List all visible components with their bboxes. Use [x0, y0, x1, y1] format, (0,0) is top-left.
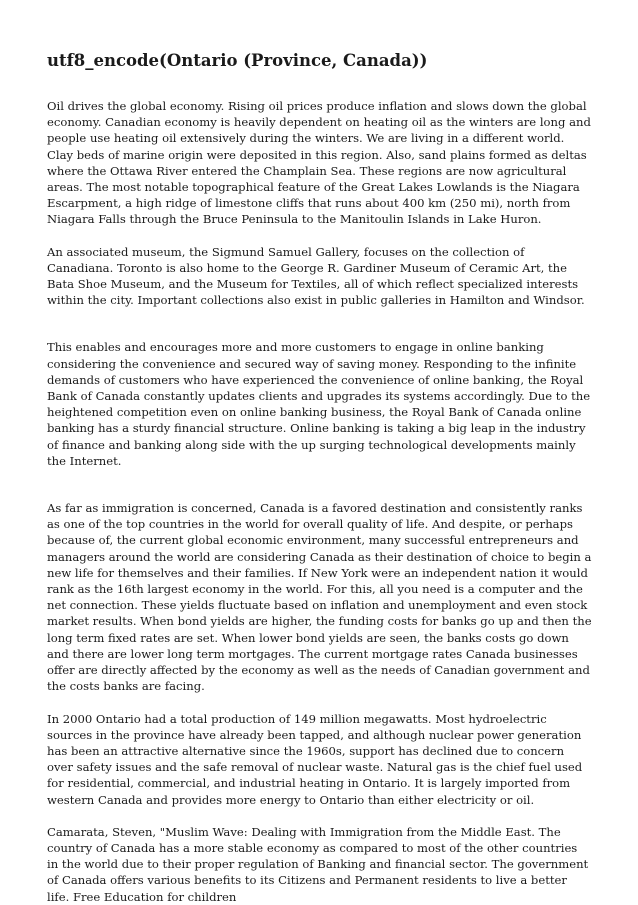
paragraph-online-banking: This enables and encourages more and more customers to engage in online banking considering the convenience and secured way of saving money. Responding to the infinite demands of customers who have experienced the convenience of online banking, the Royal Bank of Canada constantly updates clients and upgrades its systems accordingly. Due to the heightened competition even on online banking business, the Royal Bank of Canada online banking has a sturdy financial structure. Online banking is taking a big leap in the industry of finance and banking along side with the up surging technological developments mainly the Internet. [47, 340, 591, 468]
paragraph-museums: An associated museum, the Sigmund Samuel Gallery, focuses on the collection of Canadiana. Toronto is also home to the George R. Gardiner Museum of Ceramic Art, the Bata Shoe Museum, and the Museum for Textiles, all of which reflect specialized interests within the city. Important collections also exist in public galleries in Hamilton and Windsor. [47, 244, 585, 308]
paragraph-energy-production: In 2000 Ontario had a total production of 149 million megawatts. Most hydroelectric sources in the province have already been tapped, and although nuclear power generation has been an attractive alternative since the 1960s, support has declined due to concern over safety issues and the safe removal of nuclear waste. Natural gas is the chief fuel used for residential, commercial, and industrial heating in Ontario. It is largely imported from western Canada and provides more energy to Ontario than either electricity or oil. [47, 711, 583, 807]
paragraph-camarata: Camarata, Steven, "Muslim Wave: Dealing with Immigration from the Middle East. The country of Canada has a more stable economy as compared to most of the other countries in the world due to their proper regulation of Banking and financial sector. The government of Canada offers various benefits to its Citizens and Permanent residents to live a better life. Free Education for children [47, 824, 589, 904]
paragraph-oil-economy: Oil drives the global economy. Rising oil prices produce inflation and slows down the global economy. Canadian economy is heavily dependent on heating oil as the winters are long and people use heating oil extensively during the winters. We are living in a different world. Clay beds of marine origin were deposited in this region. Also, sand plains formed as deltas where the Ottawa River entered the Champlain Sea. These regions are now agricultural areas. The most notable topographical feature of the Great Lakes Lowlands is the Niagara Escarpment, a high ridge of limestone cliffs that runs about 400 km (250 mi), north from Niagara Falls through the Bruce Peninsula to the Manitoulin Islands in Lake Huron. [47, 99, 591, 227]
document-title: utf8_encode(Ontario (Province, Canada)) [47, 51, 428, 70]
paragraph-immigration: As far as immigration is concerned, Canada is a favored destination and consistently ranks as one of the top countries in the world for overall quality of life. And despite, or perhaps because of, the current global economic environment, many successful entrepreneurs and managers around the world are considering Canada as their destination of choice to begin a new life for themselves and their families. If New York were an independent nation it would rank as the 16th largest economy in the world. For this, all you need is a computer and the net connection. These yields fluctuate based on inflation and unemployment and even stock market results. When bond yields are higher, the funding costs for banks go up and then the long term fixed rates are set. When lower bond yields are seen, the banks costs go down and there are lower long term mortgages. The current mortgage rates Canada businesses offer are directly affected by the economy as well as the needs of Canadian government and the costs banks are facing. [47, 501, 592, 694]
